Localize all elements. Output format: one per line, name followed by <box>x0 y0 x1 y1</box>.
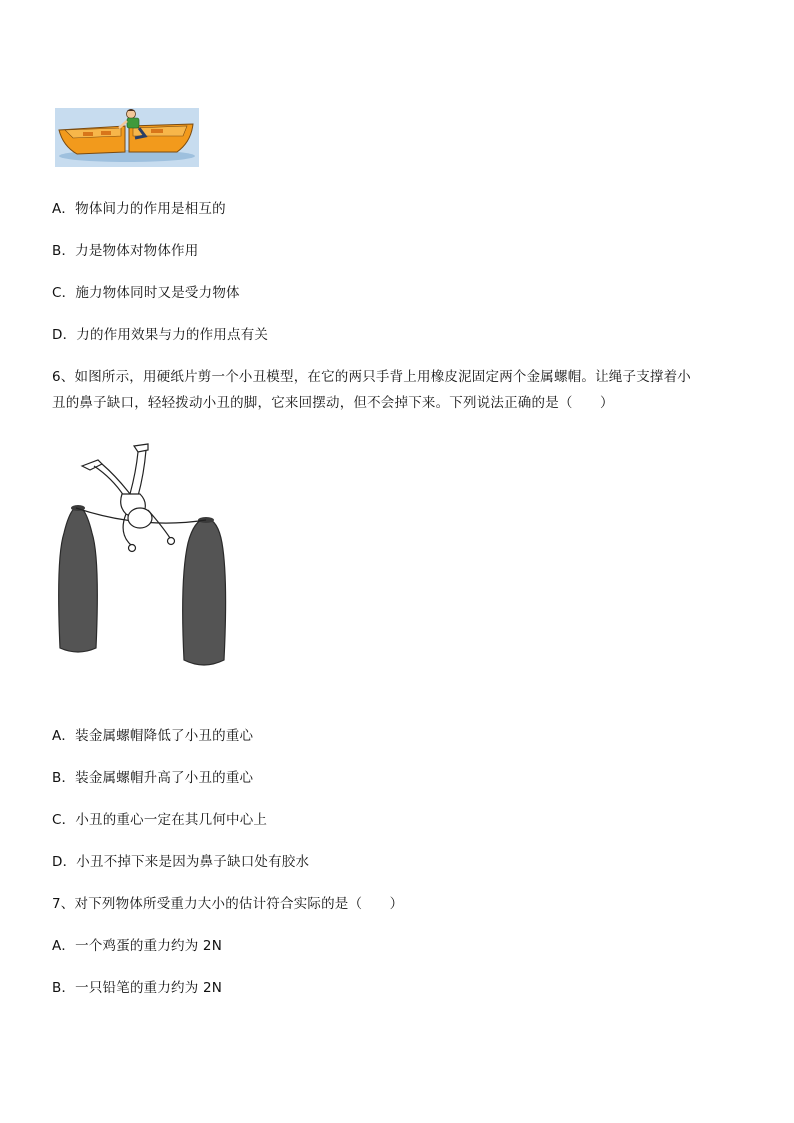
boat-illustration <box>55 108 199 167</box>
q6-option-b: B．装金属螺帽升高了小丑的重心 <box>52 770 254 786</box>
q7-stem: 7、对下列物体所受重力大小的估计符合实际的是（ ） <box>52 896 404 912</box>
left-post <box>59 506 98 652</box>
q7-option-b: B．一只铅笔的重力约为 2N <box>52 980 223 996</box>
q6-option-a: A．装金属螺帽降低了小丑的重心 <box>52 728 254 744</box>
q5-option-d: D．力的作用效果与力的作用点有关 <box>52 327 269 343</box>
q6-stem-line1: 6、如图所示，用硬纸片剪一个小丑模型，在它的两只手背上用橡皮泥固定两个金属螺帽。让绳子支撑着小 <box>52 369 691 385</box>
q5-option-c: C．施力物体同时又是受力物体 <box>52 285 240 301</box>
q6-option-d: D．小丑不掉下来是因为鼻子缺口处有胶水 <box>52 854 310 870</box>
q5-option-a: A．物体间力的作用是相互的 <box>52 201 226 217</box>
clown-balance-illustration <box>52 438 242 670</box>
right-post <box>183 518 226 665</box>
q7-option-a: A．一个鸡蛋的重力约为 2N <box>52 938 223 954</box>
clown-figure <box>82 444 175 552</box>
q5-option-b: B．力是物体对物体作用 <box>52 243 199 259</box>
q6-stem-line2: 丑的鼻子缺口，轻轻拨动小丑的脚，它来回摆动，但不会掉下来。下列说法正确的是（ ） <box>52 395 614 411</box>
q6-option-c: C．小丑的重心一定在其几何中心上 <box>52 812 268 828</box>
